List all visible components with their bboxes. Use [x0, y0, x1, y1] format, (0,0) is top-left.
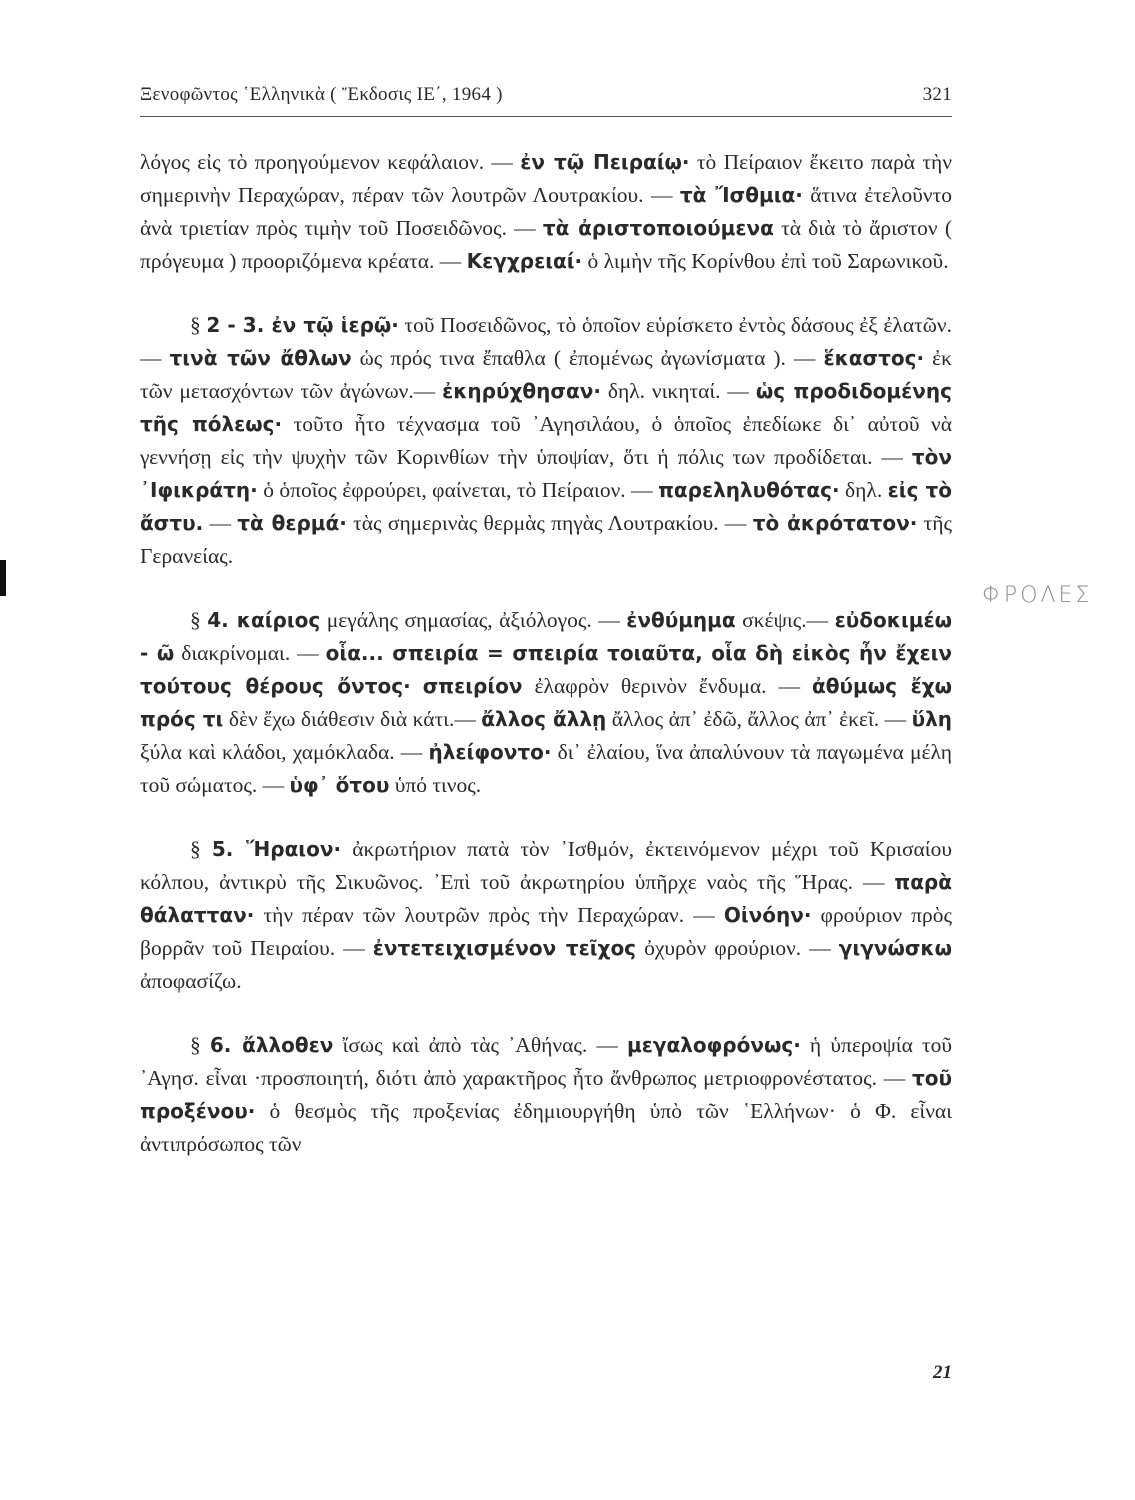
lemma: τοῦ προξένου·: [140, 1066, 952, 1123]
gloss-text: ὡς πρός τινα ἔπαθλα ( ἐπομένως ἀγωνίσματα ). —: [351, 346, 824, 370]
gloss-text: ἀποφασίζω.: [140, 969, 242, 993]
commentary-body: [140, 146, 952, 1192]
lemma: παρὰ θάλατταν·: [140, 870, 952, 927]
gloss-text: ὑπό τινος.: [389, 773, 482, 797]
lemma: παρεληλυθότας·: [658, 478, 840, 502]
gloss-text: ἡ ὑπεροψία τοῦ ᾿Αγησ. εἶναι ·προσποιητή, διότι ἀπὸ χαρακτῆρος ἦτο ἄνθρωπος μετριοφρονέστατος. —: [140, 1033, 953, 1090]
gloss-text: ξύλα καὶ κλάδοι, χαμόκλαδα. —: [140, 740, 429, 764]
gloss-text: §: [190, 1033, 210, 1057]
gloss-text: §: [190, 313, 207, 337]
lemma: τὰ Ἴσθμια·: [679, 183, 803, 207]
lemma: ὑφ᾿ ὅτου: [289, 773, 390, 797]
gloss-text: ὁ λιμὴν τῆς Κορίνθου ἐπὶ τοῦ Σαρωνικοῦ.: [582, 249, 949, 273]
signature-mark: 21: [933, 1362, 952, 1383]
lemma: 6. ἄλλοθεν: [209, 1033, 334, 1057]
commentary-paragraph: [140, 146, 952, 278]
lemma: ἀθύμως ἔχω πρός τι: [140, 674, 952, 731]
lemma: τὸν ᾿Ιφικράτη·: [140, 445, 952, 502]
gloss-text: —: [203, 511, 238, 535]
commentary-paragraph: [140, 309, 952, 573]
gloss-text: φρούριον πρὸς βορρᾶν τοῦ Πειραίου. —: [140, 903, 952, 960]
gloss-text: [411, 674, 423, 698]
commentary-paragraph: [140, 604, 952, 802]
lemma: 5. Ἥραιον·: [211, 837, 342, 861]
margin-mark: [0, 560, 6, 596]
header-rule: [140, 116, 952, 117]
gloss-text: ἐκ τῶν μετασχόντων τῶν ἀγώνων.—: [140, 346, 952, 403]
gloss-text: τοῦτο ἦτο τέχνασμα τοῦ ᾿Αγησιλάου, ὁ ὁποῖος ἐπεδίωκε δι᾿ αὐτοῦ νὰ γεννήσῃ εἰς τὴν ψυχὴν τῶν Κορινθίων τὴν ὑποψίαν, ὅτι ἡ πόλις των προδίδεται. —: [140, 412, 952, 469]
gloss-text: δὲν ἔχω διάθεσιν διὰ κάτι.—: [223, 707, 482, 731]
gloss-text: ἴσως καὶ ἀπὸ τὰς ᾿Αθήνας. —: [333, 1033, 628, 1057]
lemma: οἷα... σπειρία = σπειρία τοιαῦτα, οἷα δὴ εἰκὸς ἦν ἔχειν τούτους θέρους ὄντος·: [140, 641, 953, 698]
gloss-text: τὰ διὰ τὸ ἄριστον ( πρόγευμα ) προοριζόμενα κρέατα. —: [140, 216, 952, 273]
lemma: εἰς τὸ ἄστυ.: [140, 478, 952, 535]
lemma: ἠλείφοντο·: [428, 740, 552, 764]
gloss-text: ἄλλος ἀπ᾿ ἐδῶ, ἄλλος ἀπ᾿ ἐκεῖ. —: [606, 707, 912, 731]
lemma: ἕκαστος·: [823, 346, 925, 370]
gloss-text: ἐλαφρὸν θερινὸν ἔνδυμα. —: [522, 674, 813, 698]
lemma: 4. καίριος: [207, 608, 321, 632]
gloss-text: τὸ Πείραιον ἔκειτο παρὰ τὴν σημερινὴν Περαχώραν, πέραν τῶν λουτρῶν Λουτρακίου. —: [140, 150, 953, 207]
gloss-text: δηλ.: [839, 478, 888, 502]
gloss-text: ἀκρωτήριον πατὰ τὸν ᾿Ισθμόν, ἐκτεινόμενον μέχρι τοῦ Κρισαίου κόλπου, ἀντικρὺ τῆς Σικυῶνος. ᾿Επὶ τοῦ ἀκρωτηρίου ὑπῆρχε ναὸς τῆς Ἥρας. —: [140, 837, 952, 894]
lemma: Κεγχρειαί·: [466, 249, 583, 273]
lemma: ὡς προδιδομένης τῆς πόλεως·: [140, 379, 952, 436]
gloss-text: ὁ ὁποῖος ἐφρούρει, φαίνεται, τὸ Πείραιον. —: [257, 478, 659, 502]
gloss-text: λόγος εἰς τὸ προηγούμενον κεφάλαιον. —: [140, 150, 521, 174]
running-header: [140, 84, 952, 114]
gloss-text: τοῦ Ποσειδῶνος, τὸ ὁποῖον εὑρίσκετο ἐντὸς δάσους ἐξ ἐλατῶν. —: [140, 313, 953, 370]
header-title: Ξενοφῶντος ῾Ελληνικὰ ( Ἔκδοσις ΙΕ΄, 1964 ): [140, 84, 503, 105]
lemma: ἐκηρύχθησαν·: [442, 379, 601, 403]
gloss-text: ὁ θεσμὸς τῆς προξενίας ἐδημιουργήθη ὑπὸ τῶν ῾Ελλήνων· ὁ Φ. εἶναι ἀντιπρόσωπος τῶν: [140, 1099, 952, 1156]
gloss-text: ὀχυρὸν φρούριον. —: [636, 936, 839, 960]
lemma: σπειρίον: [422, 674, 523, 698]
margin-note: ΦΡΟΛΕΣ: [982, 583, 1093, 608]
lemma: γιγνώσκω: [838, 936, 952, 960]
lemma: ἄλλος ἄλλῃ: [481, 707, 607, 731]
lemma: τὰ ἀριστοποιούμενα: [542, 216, 774, 240]
lemma: ἐνθύμημα: [626, 608, 736, 632]
commentary-paragraph: [140, 1029, 952, 1161]
gloss-text: μεγάλης σημασίας, ἀξιόλογος. —: [320, 608, 627, 632]
gloss-text: §: [190, 837, 212, 861]
lemma: τὰ θερμά·: [237, 511, 347, 535]
lemma: εὐδοκιμέω - ῶ: [140, 608, 952, 665]
gloss-text: τὰς σημερινὰς θερμὰς πηγὰς Λουτρακίου. —: [346, 511, 753, 535]
lemma: ἐν τῷ Πειραίῳ·: [520, 150, 690, 174]
gloss-text: δηλ. νικηταί. —: [600, 379, 756, 403]
gloss-text: ἅτινα ἐτελοῦντο ἀνὰ τριετίαν πρὸς τιμὴν τοῦ Ποσειδῶνος. —: [140, 183, 952, 240]
lemma: 2 - 3. ἐν τῷ ἱερῷ·: [206, 313, 399, 337]
gloss-text: τὴν πέραν τῶν λουτρῶν πρὸς τὴν Περαχώραν. —: [254, 903, 724, 927]
lemma: τινὰ τῶν ἄθλων: [169, 346, 352, 370]
gloss-text: διακρίνομαι. —: [174, 641, 326, 665]
lemma: ἐντετειχισμένον τεῖχος: [372, 936, 637, 960]
lemma: τὸ ἀκρότατον·: [752, 511, 918, 535]
lemma: ὕλη: [911, 707, 952, 731]
page-number: 321: [922, 84, 952, 105]
commentary-paragraph: [140, 833, 952, 998]
gloss-text: τῆς Γερανείας.: [140, 511, 953, 568]
gloss-text: §: [190, 608, 208, 632]
lemma: μεγαλοφρόνως·: [627, 1033, 801, 1057]
lemma: Οἰνόην·: [723, 903, 812, 927]
gloss-text: δι᾿ ἐλαίου, ἵνα ἀπαλύνουν τὰ παγωμένα μέλη τοῦ σώματος. —: [140, 740, 952, 797]
gloss-text: σκέψις.—: [735, 608, 835, 632]
